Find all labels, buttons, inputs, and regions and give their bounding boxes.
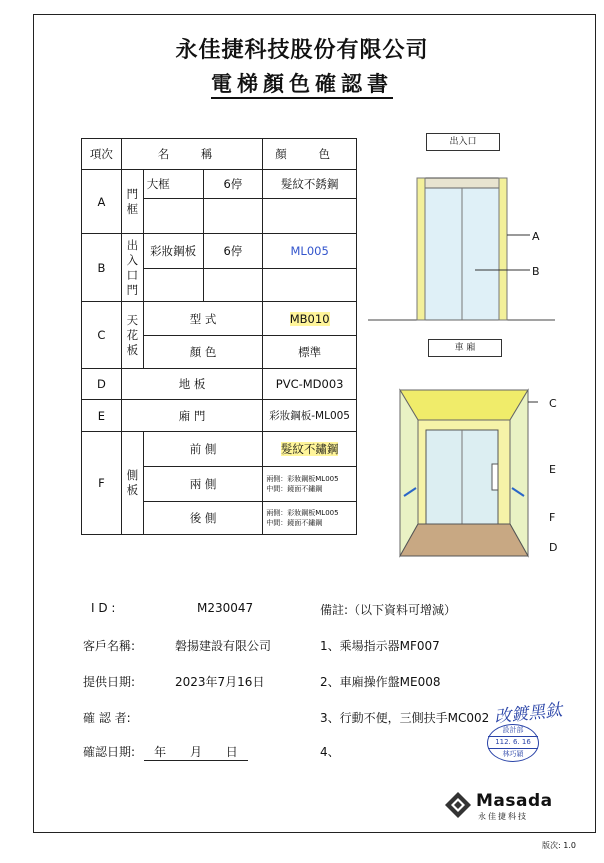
table-row [82,400,357,432]
part-a: 門框 [121,170,143,234]
confirm-date-value: 年 月 日 [144,743,248,761]
table-row [82,432,357,467]
part-c: 天花板 [121,302,143,369]
part-b: 出入口門 [121,234,143,302]
item-f: F [82,432,122,535]
table-row [82,234,357,269]
c-type: 型 式 [143,302,262,336]
id-label: I D : [91,601,116,615]
date-value: 2023年7月16日 [175,675,265,689]
d-color: PVC-MD003 [263,369,357,400]
item-b: B [82,234,122,302]
id-value: M230047 [197,601,254,615]
e-color: 彩妝鋼板-ML005 [263,400,357,432]
header-name: 名 稱 [121,139,262,170]
c-color-value: 標準 [263,336,357,369]
label-c: C [549,397,557,410]
approval-stamp: 設計部 112. 6. 16 林巧穎 [487,724,539,762]
logo-mark-icon [444,791,472,819]
date-label: 提供日期: [83,675,136,689]
item-a: A [82,170,122,234]
b-floors: 6停 [203,234,263,269]
notes-heading: 備註:（以下資料可增減） [320,603,457,617]
version-label: 版次: 1.0 [542,841,576,850]
f-sides-color: 兩側：彩妝鋼板ML005 中間：鏡面不鏽鋼 [263,467,357,502]
client-label: 客戶名稱: [83,639,136,653]
table-row [82,170,357,199]
note-2: 2、車廂操作盤ME008 [320,675,441,689]
f-front-color: 髮紋不鏽鋼 [263,432,357,467]
item-d: D [82,369,122,400]
client-value: 磐揚建設有限公司 [175,639,272,653]
f-sides: 兩 側 [143,467,262,502]
label-f: F [549,511,556,524]
note-1: 1、乘場指示器MF007 [320,639,440,653]
label-e: E [549,463,556,476]
a-sub: 大框 [143,170,203,199]
logo-name: Masada [476,791,553,811]
label-a: A [532,230,540,243]
item-c: C [82,302,122,369]
note-4: 4、 [320,745,340,759]
a-color: 髮紋不銹鋼 [263,170,357,199]
label-d: D [549,541,558,554]
car-label: 車 廂 [428,339,502,357]
d-name: 地 板 [121,369,262,400]
c-type-color: MB010 [263,302,357,336]
car-diagram [398,388,538,560]
header-color: 顏 色 [263,139,357,170]
a-floors: 6停 [203,170,263,199]
entrance-label: 出入口 [426,133,500,151]
f-rear: 後 側 [143,502,262,535]
item-e: E [82,400,122,432]
company-name: 永佳捷科技股份有限公司 [175,38,429,63]
confirmer-label: 確 認 者: [83,711,131,725]
confirm-date-label: 確認日期: [83,745,136,759]
document-title: 電梯顏色確認書 [0,68,604,98]
table-header-row [82,139,357,170]
handwritten-note: 改鍍黑鈦 [493,700,564,728]
table-row [82,369,357,400]
e-name: 廂 門 [121,400,262,432]
part-f: 側板 [121,432,143,535]
f-front: 前 側 [143,432,262,467]
b-sub: 彩妝鋼板 [143,234,203,269]
label-b: B [532,265,540,278]
header-item: 項次 [82,139,122,170]
spec-table [81,138,357,535]
b-color: ML005 [263,234,357,269]
logo-sub: 永佳捷科技 [478,812,528,821]
note-3: 3、行動不便，三側扶手MC002 [320,711,490,725]
f-rear-color: 兩側：彩妝鋼板ML005 中間：鏡面不鏽鋼 [263,502,357,535]
c-color: 顏 色 [143,336,262,369]
table-row [82,302,357,336]
